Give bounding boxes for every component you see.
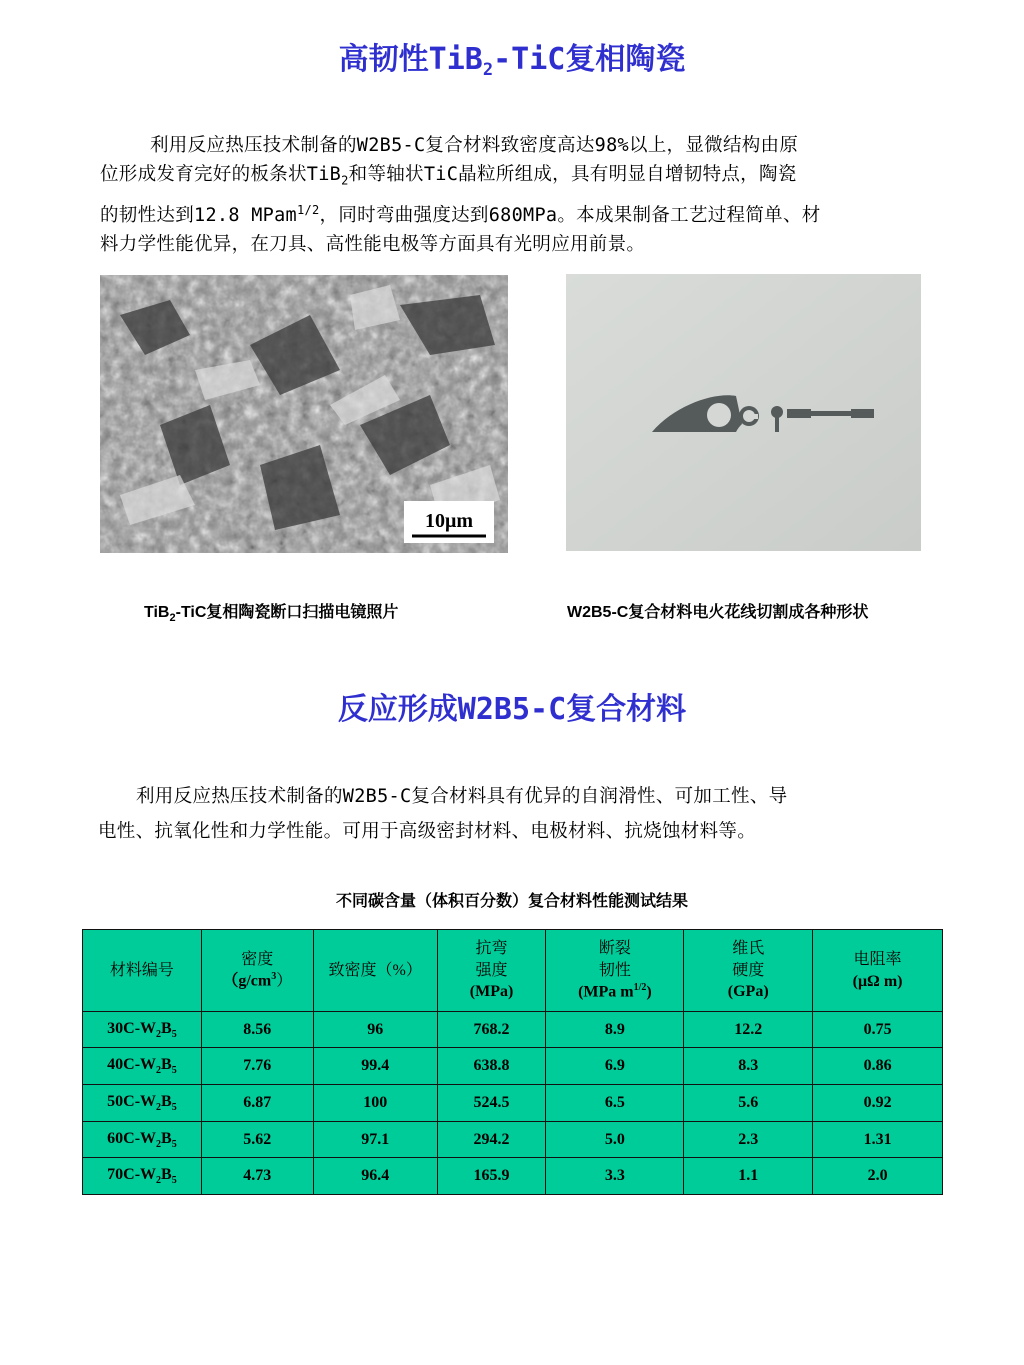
- cell-hardness: 1.1: [684, 1158, 813, 1195]
- cell-hardness: 12.2: [684, 1012, 813, 1048]
- table-row: [83, 1122, 943, 1158]
- cell-fracture-toughness: 6.9: [546, 1048, 684, 1085]
- sem-fracture-photo: [100, 275, 508, 553]
- cell-hardness: 2.3: [684, 1122, 813, 1158]
- cell-bending-strength: 524.5: [437, 1085, 546, 1122]
- cell-density: 5.62: [201, 1122, 313, 1158]
- cell-relative-density: 99.4: [313, 1048, 437, 1085]
- cell-material: $70C-W_2B_5$: [83, 1158, 202, 1195]
- section2-title: 反应形成W2B5-C复合材料: [337, 692, 687, 727]
- header-bending-strength: 抗弯 强度 (MPa): [437, 930, 546, 1012]
- table-row: [83, 1158, 943, 1195]
- section1-title: 高韧性TiB$_2$-TiC复相陶瓷: [338, 42, 686, 80]
- cell-bending-strength: 768.2: [437, 1012, 546, 1048]
- cell-density: 8.56: [201, 1012, 313, 1048]
- header-material: 材料编号: [83, 930, 202, 1012]
- scale-bar-label: 10μm: [425, 510, 473, 532]
- cell-material: $30C-W_2B_5$: [83, 1012, 202, 1048]
- cell-material: $60C-W_2B_5$: [83, 1122, 202, 1158]
- cell-resistivity: 0.86: [813, 1048, 943, 1085]
- cell-fracture-toughness: 5.0: [546, 1122, 684, 1158]
- cell-resistivity: 2.0: [813, 1158, 943, 1195]
- table-row: [83, 1012, 943, 1048]
- cell-hardness: 5.6: [684, 1085, 813, 1122]
- cell-material: $50C-W_2B_5$: [83, 1085, 202, 1122]
- cell-relative-density: 97.1: [313, 1122, 437, 1158]
- header-vickers-hardness: 维氏 硬度 (GPa): [684, 930, 813, 1012]
- cell-resistivity: 0.92: [813, 1085, 943, 1122]
- cell-resistivity: 1.31: [813, 1122, 943, 1158]
- section2-paragraph: 利用反应热压技术制备的W2B5-C复合材料具有优异的自润滑性、可加工性、导 电性、抗氧化性和力学性能。可用于高级密封材料、电极材料、抗烧蚀材料等。: [98, 786, 788, 842]
- cell-fracture-toughness: 6.5: [546, 1085, 684, 1122]
- cell-resistivity: 0.75: [813, 1012, 943, 1048]
- cell-bending-strength: 638.8: [437, 1048, 546, 1085]
- table-title: 不同碳含量（体积百分数）复合材料性能测试结果: [335, 893, 688, 910]
- cell-density: 4.73: [201, 1158, 313, 1195]
- cell-relative-density: 96: [313, 1012, 437, 1048]
- header-density: 密度 $(g/cm^3)$: [201, 930, 313, 1012]
- wire-cut-shapes-photo: [566, 274, 921, 551]
- cell-fracture-toughness: 8.9: [546, 1012, 684, 1048]
- cell-density: 7.76: [201, 1048, 313, 1085]
- header-relative-density: 致密度（%）: [313, 930, 437, 1012]
- cell-fracture-toughness: 3.3: [546, 1158, 684, 1195]
- cell-bending-strength: 165.9: [437, 1158, 546, 1195]
- header-resistivity: 电阻率 (μΩ m): [813, 930, 943, 1012]
- cell-relative-density: 96.4: [313, 1158, 437, 1195]
- cell-hardness: 8.3: [684, 1048, 813, 1085]
- table-row: [83, 1048, 943, 1085]
- properties-table: [82, 929, 943, 1195]
- cell-relative-density: 100: [313, 1085, 437, 1122]
- cell-bending-strength: 294.2: [437, 1122, 546, 1158]
- sem-caption: TiB$_2$-TiC复相陶瓷断口扫描电镜照片: [144, 604, 399, 625]
- shapes-caption: W2B5-C复合材料电火花线切割成各种形状: [567, 604, 869, 621]
- table-header-row: [83, 930, 943, 1012]
- cell-density: 6.87: [201, 1085, 313, 1122]
- cell-material: $40C-W_2B_5$: [83, 1048, 202, 1085]
- section1-paragraph: 利用反应热压技术制备的W2B5-C复合材料致密度高达98%以上，显微结构由原 位形成发育完好的板条状TiB$_2$和等轴状TiC晶粒所组成，具有明显自增韧特点，陶瓷 的韧性达到12.8 MPam$^{1/2}$，同时弯曲强度达到680MPa。本成果制备工艺过程简单、材 料力学性能优异，在刀具、高性能电极等方面具有光明应用前景。: [100, 135, 821, 255]
- table-row: [83, 1085, 943, 1122]
- header-fracture-toughness: 断裂 韧性 (MPa $m^{1/2}$): [546, 930, 684, 1012]
